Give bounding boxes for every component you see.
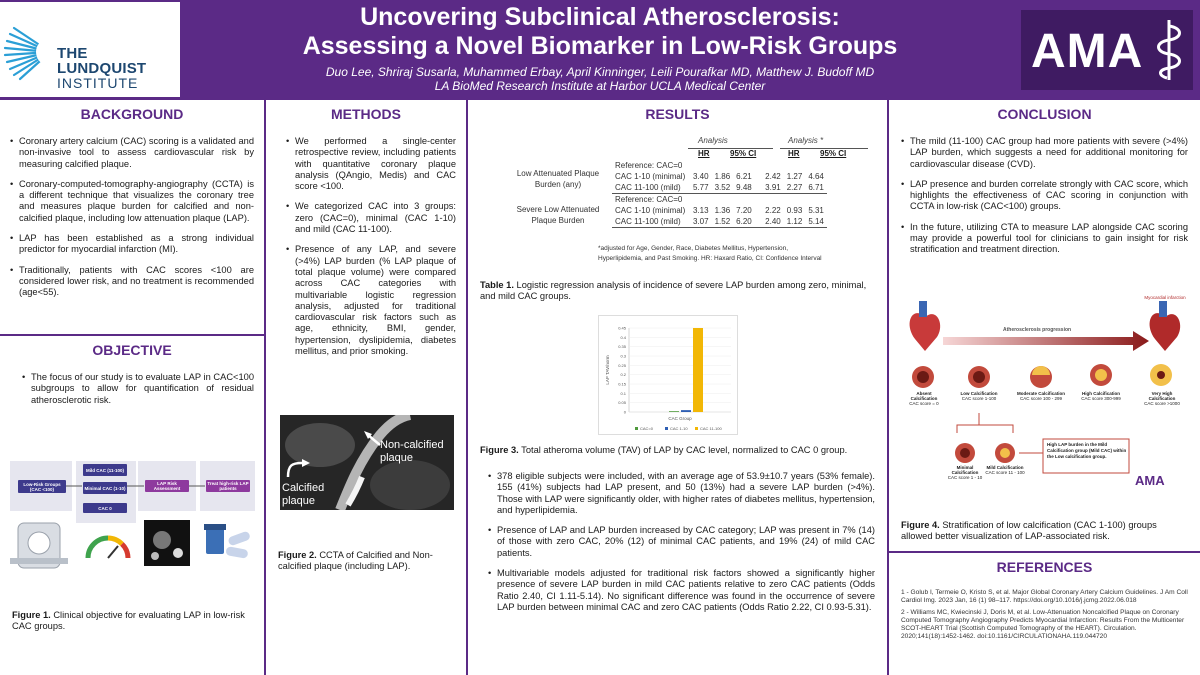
table-ci-2: 95% CI — [820, 149, 847, 158]
fig4-very-high-label: Very High Calcification CAC score >1000 — [1144, 391, 1180, 406]
progression-arrow — [943, 331, 1149, 351]
chart-x-label: CAC Group — [668, 416, 692, 421]
table-cell: 5.77 — [693, 183, 709, 192]
background-bullet: • Coronary-computed-tomography-angiography (CCTA) is a different technique that visualizes the coronary tree and measures plaque burden for calcified and non-calcified plaque, including low attenuation plaque (LAP). — [10, 179, 254, 224]
ct-image-thumbnail — [144, 520, 190, 566]
flow-minimal-cac: Minimal CAC (1-10) — [83, 482, 127, 494]
chart-y-tick-label: 0.25 — [618, 362, 626, 368]
chart-bar-cac-0 — [669, 411, 679, 412]
table-row-label: CAC 11-100 (mild) — [615, 183, 681, 192]
table-cell: 5.31 — [808, 206, 824, 215]
chart-y-tick-label: 0.1 — [620, 390, 626, 396]
table-row-label: Reference: CAC=0 — [615, 161, 683, 170]
vessel-cross-section-icons — [912, 364, 1172, 463]
chart-bar-cac-11-100 — [693, 328, 703, 412]
table-group-any-lap: Low Attenuated Plaque Burden (any) — [516, 169, 600, 189]
results-bullet: • Multivariable models adjusted for traditional risk factors showed a significantly higher presence of severe LAP burden in mild CAC patients relative to zero CAC patients (Odds Ratio 2.40, CI 1.11-5.14). No significant difference was found in the occurrence of severe LAP burden between minimal CAC and zero CAC patients (Odds Ratio 2.22, CI 0.93-5.31). — [488, 568, 875, 613]
fig4-mi-label: Myocardial infarction — [1144, 295, 1186, 300]
figure-1-flow-diagram — [10, 458, 255, 608]
chart-legend-label: CAC=0 — [640, 426, 654, 431]
column-conclusion-references — [887, 100, 1200, 675]
bracket-lines — [957, 413, 1013, 433]
ama-logo — [1021, 10, 1193, 90]
table-cell — [805, 160, 827, 171]
table-cell: 1.27 — [786, 172, 803, 181]
table-cell — [712, 194, 734, 206]
table-cell — [733, 194, 755, 206]
table-cell — [784, 194, 806, 206]
conclusion-bullet: • The mild (11-100) CAC group had more patients with severe (>4%) LAP burden, which suggests a need for additional monitoring for cardiovascular disease (CVD). — [901, 136, 1188, 170]
fig4-moderate-label: Moderate Calcification CAC score 100 - 299 — [1017, 391, 1066, 401]
fig4-ama-logo: AMA — [1135, 473, 1165, 488]
chart-y-tick-label: 0.45 — [618, 325, 626, 331]
fig4-minimal-label: Minimal Calcification CAC score 1 - 10 — [947, 465, 983, 480]
fig4-high-label: High Calcification CAC score 300-999 — [1081, 391, 1121, 401]
objective-title: OBJECTIVE — [92, 342, 172, 358]
chart-legend-swatch — [635, 427, 638, 430]
table-cell: 1.86 — [714, 172, 731, 181]
chart-y-tick-label: 0.35 — [618, 344, 626, 350]
chart-legend-label: CAC 1-10 — [670, 426, 688, 431]
methods-bullet: • We categorized CAC into 3 groups: zero (CAC=0), minimal (CAC 1-10) and mild (CAC 11-100). — [286, 201, 456, 235]
background-bullet: • LAP has been established as a strong individual predictor for myocardial infarction (MI). — [10, 233, 254, 256]
table-head-analysis-adjusted: Analysis * — [788, 136, 824, 145]
heart-icon — [910, 301, 941, 351]
conclusion-bullet: • LAP presence and burden correlate strongly with CAC score, which highlights the effectiveness of CAC scoring in conjunction with CCTA in low-risk (CAC<100) groups. — [901, 179, 1188, 213]
table-cell: 1.12 — [786, 217, 803, 226]
background-bullet: • Traditionally, patients with CAC scores <100 are considered lower risk, and no treatment is recommended (age<55). — [10, 265, 254, 299]
ct-scanner-icon — [10, 523, 68, 568]
chart-bar-cac-1-10 — [681, 410, 691, 412]
table-cell: 2.42 — [765, 172, 781, 181]
conclusion-title: CONCLUSION — [997, 106, 1092, 122]
chart-legend-swatch — [695, 427, 698, 430]
chart-y-tick-label: 0.4 — [620, 334, 626, 340]
logo-line2: INSTITUTE — [57, 75, 139, 91]
ct-label-calcified: Calcified plaque — [282, 482, 325, 507]
results-bullet: • Presence of LAP and LAP burden increased by CAC category; LAP was present in 7% (14) of those with zero CAC, 20% (12) of minimal CAC patients, and 19% (24) of mild CAC patients. — [488, 525, 875, 559]
infarct-heart-icon — [1150, 301, 1181, 351]
results-table — [508, 136, 868, 266]
table-cell: 4.64 — [808, 172, 824, 181]
table-cell — [690, 160, 712, 171]
poster-header — [0, 0, 1200, 100]
flow-illustrations — [10, 458, 255, 608]
table-cell: 2.40 — [765, 217, 781, 226]
chart-legend-swatch — [665, 427, 668, 430]
flow-treat-lap: Treat high-risk LAP patients — [207, 481, 249, 491]
title-line1: Uncovering Subclinical Atherosclerosis: — [360, 3, 840, 31]
table-cell: 3.13 — [693, 206, 709, 215]
methods-bullet: • We performed a single-center retrospective review, including patients with quantitative coronary plaque analysis (QAngio, Medis) and CAC score <100. — [286, 136, 456, 192]
chart-y-tick-label: 0 — [623, 409, 626, 415]
table-cell: 0.93 — [786, 206, 803, 215]
chart-y-tick-label: 0.3 — [620, 353, 626, 359]
fig4-mild-label: Mild Calcification CAC score 11 - 100 — [985, 465, 1025, 475]
figure-1-caption: Figure 1. Clinical objective for evaluating LAP in low-risk CAC groups. — [12, 610, 245, 631]
table-cell: 3.91 — [765, 183, 781, 192]
reference-item: 2 - Williams MC, Kwiecinski J, Doris M, et al. Low-Attenuation Noncalcified Plaque on Coronary Computed Tomography Angiography Predicts Myocardial Infarction: Results From the Multicenter SCOT-HEART Trial (Scottish Computed Tomography of the HEART). Circulation. 2020;141(18):1452-1462. doi:10.1161/CIRCULATIONAHA.119.044720 — [901, 609, 1185, 640]
table-row — [612, 216, 827, 228]
authors-block — [190, 65, 1010, 93]
table-cell: 3.40 — [693, 172, 709, 181]
poster-title — [190, 3, 1010, 61]
medication-icon — [204, 524, 251, 559]
fig4-low-label: Low Calcification CAC score 1-100 — [960, 391, 998, 401]
table-hr-1: HR — [698, 149, 710, 158]
table-cell: 3.52 — [714, 183, 731, 192]
ama-logo-text: AMA — [1031, 25, 1144, 78]
methods-bullet: • Presence of any LAP, and severe (>4%) LAP burden (% LAP plaque of total plaque volume) were compared across CAC categories with multivariable logistic regression analysis, adjusted for traditional cardiovascular risk factors such as age, ethnicity, BMI, gender, hypertension, dyslipidemia, diabetes mellitus, and prior smoking. — [286, 244, 456, 357]
flow-low-risk: Low-Risk Groups (CAC <100) — [18, 480, 66, 493]
flow-lap-assessment: LAP Risk Assessment — [145, 480, 189, 492]
results-title: RESULTS — [645, 106, 710, 122]
table-ci-1: 95% CI — [730, 149, 757, 158]
figure-4-caption: Figure 4. Stratification of low calcification (CAC 1-100) groups allowed better visualization of LAP-associated risk. — [901, 520, 1157, 541]
table-row — [612, 205, 827, 216]
table-cell: 6.21 — [736, 172, 752, 181]
ct-label-noncalcified: Non-calcified plaque — [380, 439, 444, 464]
title-line2: Assessing a Novel Biomarker in Low-Risk Groups — [302, 32, 898, 60]
table-cell — [733, 160, 755, 171]
table-footnote: *adjusted for Age, Gender, Race, Diabetes Mellitus, Hypertension, Hyperlipidemia, and Past Smoking. HR: Haxard Ratio, CI: Confidence Interval — [598, 245, 822, 262]
table-cell: 1.36 — [714, 206, 731, 215]
table-group-severe-lap: Severe Low Attenuated Plaque Burden — [516, 205, 600, 225]
table-row — [612, 171, 827, 182]
table-hr-2: HR — [788, 149, 800, 158]
flow-mild-cac: Mild CAC (11-100) — [83, 464, 127, 476]
figure-3-chart — [598, 315, 738, 435]
table-body — [612, 160, 827, 228]
background-title: BACKGROUND — [80, 106, 184, 122]
table-row-label: Reference: CAC=0 — [615, 195, 683, 204]
table-row-label: CAC 11-100 (mild) — [615, 217, 681, 226]
chart-legend-label: CAC 11-100 — [700, 426, 722, 431]
figure-4-calcification-diagram — [903, 295, 1189, 495]
chart-y-tick-label: 0.15 — [618, 381, 626, 387]
chart-y-tick-label: 0.2 — [620, 372, 626, 378]
table-cell — [712, 160, 734, 171]
figure-3-caption: Figure 3. Total atheroma volume (TAV) of LAP by CAC level, normalized to CAC 0 group. — [480, 445, 848, 455]
risk-gauge-icon — [88, 538, 128, 558]
flow-cac-zero: CAC 0 — [83, 503, 127, 513]
table-cell: 3.07 — [693, 217, 709, 226]
chart-y-tick-label: 0.05 — [618, 400, 626, 406]
table-row — [612, 194, 827, 206]
methods-title: METHODS — [331, 106, 401, 122]
table-cell — [690, 194, 712, 206]
table-cell — [755, 194, 784, 206]
table-cell: 9.48 — [736, 183, 752, 192]
table-1-caption: Table 1. Logistic regression analysis of incidence of severe LAP burden among zero, minimal, and mild CAC groups. — [480, 280, 867, 301]
table-cell — [784, 160, 806, 171]
figure-2-caption: Figure 2. CCTA of Calcified and Non-calcified plaque (including LAP). — [278, 550, 433, 571]
reference-item: 1 - Golub I, Termeie O, Kristo S, et al. Major Global Coronary Artery Calcium Guidelines. J Am Coll Cardiol Img. 2023 Jan, 16 (1) 98–117. https://doi.org/10.1016/j.jcmg.2022.06.018 — [901, 589, 1188, 604]
column-methods — [264, 100, 466, 675]
sunburst-icon — [0, 22, 56, 82]
results-bullet: • 378 eligible subjects were included, with an average age of 53.9±10.7 years (53% female). 155 (41%) subjects had LAP present, and 50 (13%) had a severe LAP burden (>4%). Those with LAP were significantly older, with higher rates of diabetes mellitus, hypertension, and hyperlipidemia. — [488, 471, 875, 516]
affiliation: LA BioMed Research Institute at Harbor UCLA Medical Center — [434, 79, 766, 93]
table-cell: 2.22 — [765, 206, 781, 215]
table-cell: 6.71 — [808, 183, 824, 192]
chart-y-label: LAP TAV/norm — [605, 355, 610, 385]
table-cell — [805, 194, 827, 206]
staff-of-asclepius-icon — [1149, 18, 1189, 82]
logo-line1: THE LUNDQUIST — [57, 45, 147, 77]
fig4-note: High LAP burden in the Mild Calcification group (Mild CAC) within the Low calcification group. — [1047, 442, 1127, 459]
table-cell: 1.52 — [714, 217, 731, 226]
table-row — [612, 182, 827, 194]
table-row — [612, 160, 827, 171]
background-bullet: • Coronary artery calcium (CAC) scoring is a validated and non-invasive tool to assess cardiovascular risk by measuring calcified plaque. — [10, 136, 254, 170]
references-title: REFERENCES — [996, 559, 1093, 575]
table-row-label: CAC 1-10 (minimal) — [615, 172, 686, 181]
objective-bullet: • The focus of our study is to evaluate LAP in CAC<100 subgroups to allow for quantification of residual atherosclerotic risk. — [22, 372, 254, 406]
fig4-absent-label: Absent Calcification CAC score = 0 — [909, 391, 939, 406]
table-head-analysis: Analysis — [698, 136, 728, 145]
figure-2-ct-image — [280, 415, 454, 510]
table-cell: 2.27 — [786, 183, 803, 192]
table-cell: 6.20 — [736, 217, 752, 226]
lundquist-logo — [0, 2, 180, 97]
table-cell: 5.14 — [808, 217, 824, 226]
authors: Duo Lee, Shriraj Susarla, Muhammed Erbay, April Kinninger, Leili Pourafkar MD, Matthew J. Budoff MD — [325, 65, 875, 79]
column-background-objective — [0, 100, 264, 675]
tav-bar-chart — [599, 316, 739, 436]
table-row-label: CAC 1-10 (minimal) — [615, 206, 686, 215]
column-results — [466, 100, 887, 675]
fig4-progression-label: Atherosclerosis progression — [1003, 327, 1072, 333]
conclusion-bullet: • In the future, utilizing CTA to measure LAP alongside CAC scoring may provide a powerful tool for clinicians to gain insight for risk stratification and treatment direction. — [901, 222, 1188, 256]
table-cell: 7.20 — [736, 206, 752, 215]
table-cell — [755, 160, 784, 171]
